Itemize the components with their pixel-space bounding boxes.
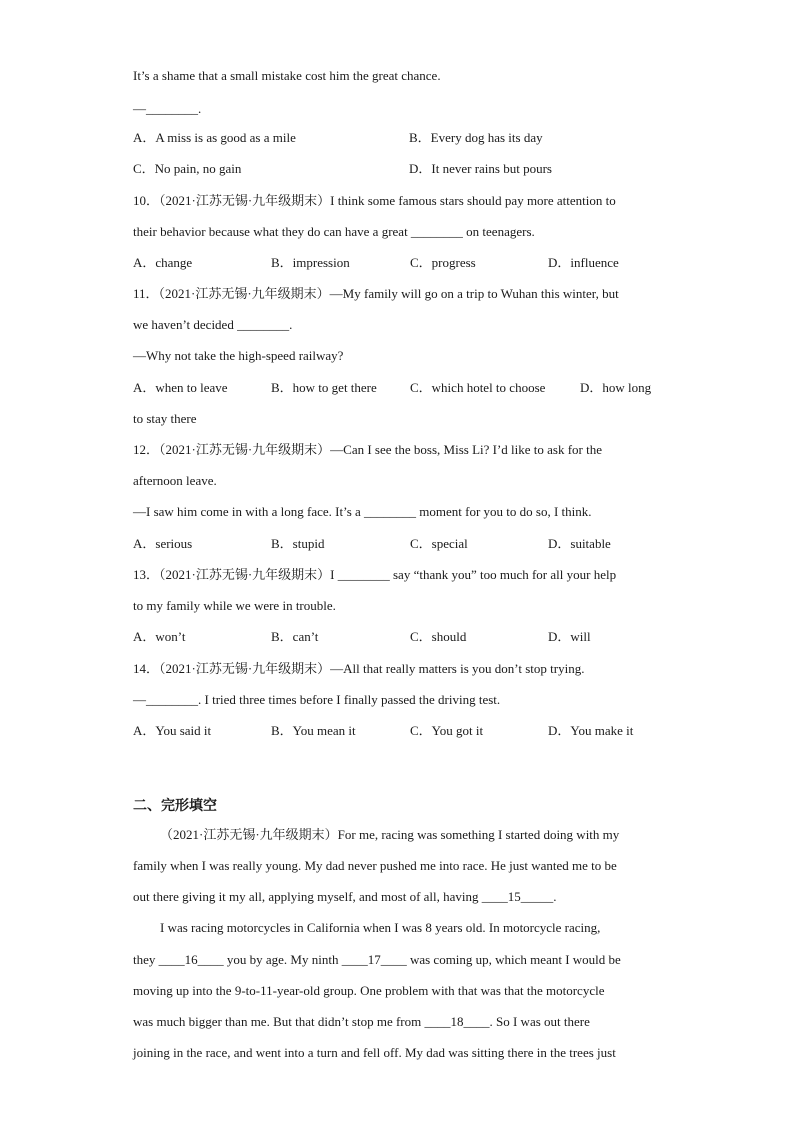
q9-reply: —________. bbox=[133, 101, 202, 116]
q13-option-b: B．can’t bbox=[271, 629, 319, 644]
q14-option-b: B．You mean it bbox=[271, 723, 356, 738]
q11-option-d-continued: to stay there bbox=[133, 411, 197, 426]
passage-p2-line-2: they ____16____ you by age. My ninth ____17____ was coming up, which meant I would be bbox=[133, 952, 621, 967]
q12-option-b: B．stupid bbox=[271, 536, 325, 551]
q11-option-d: D．how long bbox=[580, 380, 652, 395]
q14-line-2: —________. I tried three times before I finally passed the driving test. bbox=[133, 692, 501, 707]
q13-option-c: C．should bbox=[410, 629, 467, 644]
q10-option-b: B．impression bbox=[271, 255, 350, 270]
q9-option-a: A．A miss is as good as a mile bbox=[133, 130, 296, 145]
q13-line-2: to my family while we were in trouble. bbox=[133, 598, 336, 613]
q13-option-a: A．won’t bbox=[133, 629, 186, 644]
q12-option-a: A．serious bbox=[133, 536, 193, 551]
q10-option-d: D．influence bbox=[548, 255, 619, 270]
q10-line-1: 10．（2021·江苏无锡·九年级期末）I think some famous stars should pay more attention to bbox=[133, 193, 616, 208]
q13-option-d: D．will bbox=[548, 629, 591, 644]
q11-option-c: C．which hotel to choose bbox=[410, 380, 546, 395]
passage-p2-line-1: I was racing motorcycles in California when I was 8 years old. In motorcycle racing, bbox=[160, 920, 601, 935]
q10-option-a: A．change bbox=[133, 255, 193, 270]
q9-stem: It’s a shame that a small mistake cost him the great chance. bbox=[133, 68, 441, 83]
q12-line-3: —I saw him come in with a long face. It’s a ________ moment for you to do so, I think. bbox=[133, 504, 592, 519]
passage-p1-line-3: out there giving it my all, applying myself, and most of all, having ____15_____. bbox=[133, 889, 557, 904]
q11-option-a: A．when to leave bbox=[133, 380, 228, 395]
q12-line-1: 12．（2021·江苏无锡·九年级期末）—Can I see the boss, Miss Li? I’d like to ask for the bbox=[133, 442, 603, 457]
q11-line-2: we haven’t decided ________. bbox=[133, 317, 293, 332]
q14-option-c: C．You got it bbox=[410, 723, 484, 738]
q13-line-1: 13．（2021·江苏无锡·九年级期末）I ________ say “thank you” too much for all your help bbox=[133, 567, 617, 582]
q9-option-b: B．Every dog has its day bbox=[409, 130, 543, 145]
q9-option-c: C．No pain, no gain bbox=[133, 161, 242, 176]
passage-p2-line-4: was much bigger than me. But that didn’t stop me from ____18____. So I was out there bbox=[133, 1014, 590, 1029]
q9-option-d: D．It never rains but pours bbox=[409, 161, 552, 176]
q12-option-c: C．special bbox=[410, 536, 468, 551]
q14-option-d: D．You make it bbox=[548, 723, 634, 738]
passage-p2-line-3: moving up into the 9-to-11-year-old group. One problem with that was that the motorcycle bbox=[133, 983, 605, 998]
q10-option-c: C．progress bbox=[410, 255, 476, 270]
q11-line-1: 11．（2021·江苏无锡·九年级期末）—My family will go on a trip to Wuhan this winter, but bbox=[133, 286, 619, 301]
section-title: 二、完形填空 bbox=[133, 798, 217, 814]
q11-line-3: —Why not take the high-speed railway? bbox=[133, 348, 344, 363]
q14-option-a: A．You said it bbox=[133, 723, 212, 738]
passage-p1-line-1: （2021·江苏无锡·九年级期末）For me, racing was something I started doing with my bbox=[160, 827, 620, 842]
passage-p2-line-5: joining in the race, and went into a turn and fell off. My dad was sitting there in the trees just bbox=[133, 1045, 616, 1060]
passage-p1-line-2: family when I was really young. My dad never pushed me into race. He just wanted me to be bbox=[133, 858, 617, 873]
q12-option-d: D．suitable bbox=[548, 536, 611, 551]
q11-option-b: B．how to get there bbox=[271, 380, 377, 395]
q14-line-1: 14．（2021·江苏无锡·九年级期末）—All that really matters is you don’t stop trying. bbox=[133, 661, 585, 676]
q10-line-2: their behavior because what they do can have a great ________ on teenagers. bbox=[133, 224, 535, 239]
q12-line-2: afternoon leave. bbox=[133, 473, 217, 488]
